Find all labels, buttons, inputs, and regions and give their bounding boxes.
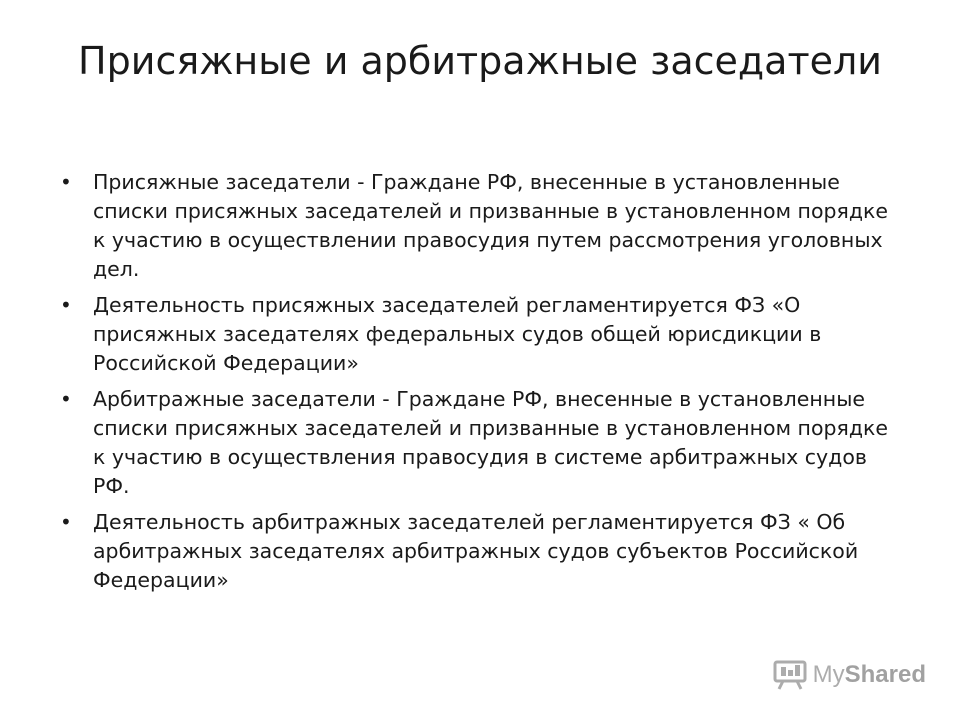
presentation-board-icon — [773, 660, 807, 690]
bullet-list — [56, 168, 906, 602]
bullet-dot-icon: • — [60, 387, 72, 411]
bullet-item — [56, 385, 906, 501]
bullet-item — [56, 291, 906, 378]
watermark-label: MyShared — [812, 661, 926, 688]
bullet-dot-icon: • — [60, 170, 72, 194]
slide-title: Присяжные и арбитражные заседатели — [78, 39, 882, 83]
myshared-watermark — [773, 660, 926, 690]
bullet-item — [56, 168, 906, 284]
bullet-text: Присяжные заседатели - Граждане РФ, внесенные в установленные списки присяжных заседателей и призванные в установленном порядке к участию в осуществлении правосудия путем рассмотрения уголовных дел. — [93, 170, 889, 281]
bullet-dot-icon: • — [60, 293, 72, 317]
bullet-text: Деятельность присяжных заседателей регламентируется ФЗ «О присяжных заседателях федеральных судов общей юрисдикции в Российской Федерации» — [93, 293, 822, 375]
bullet-dot-icon: • — [60, 510, 72, 534]
bullet-text: Деятельность арбитражных заседателей регламентируется ФЗ « Об арбитражных заседателях арбитражных судов субъектов Российской Федерации» — [93, 510, 859, 592]
bullet-item — [56, 508, 906, 595]
bullet-text: Арбитражные заседатели - Граждане РФ, внесенные в установленные списки присяжных заседателей и призванные в установленном порядке к участию в осуществления правосудия в системе арбитражных судов РФ. — [93, 387, 889, 498]
